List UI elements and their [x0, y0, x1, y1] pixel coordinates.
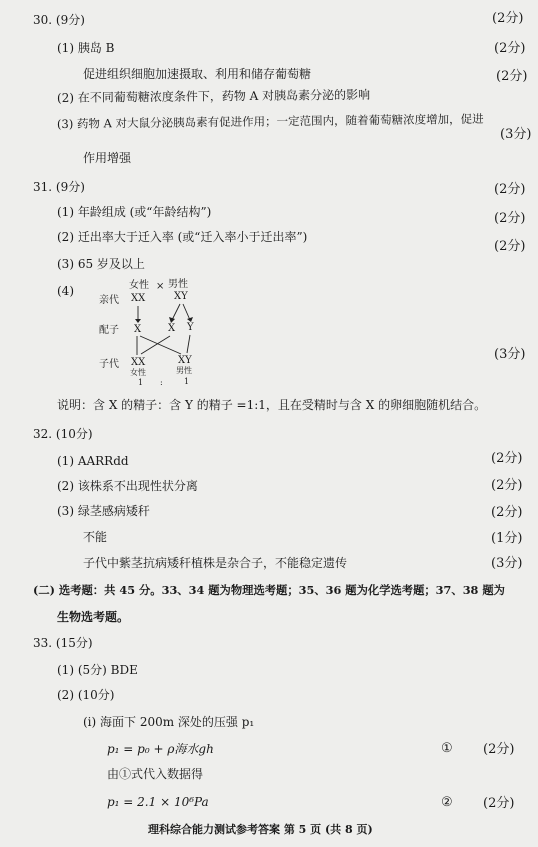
q30-answer-1-detail-score: (2分)	[496, 69, 528, 84]
q32-answer-3-reason: 子代中紫茎抗病矮秆植株是杂合子，不能稳定遗传	[83, 556, 348, 570]
q33-answer-1: (1) (5分) BDE	[57, 663, 138, 677]
diagram-parents-row-label: 亲代	[99, 295, 119, 306]
diagram-ratio-colon: :	[160, 378, 163, 387]
q32-answer-2-score: (2分)	[491, 478, 523, 493]
q30-answer-3-score: (3分)	[500, 127, 532, 142]
q32-answer-3-score: (2分)	[491, 505, 523, 520]
q31-answer-2: (2) 迁出率大于迁入率 (或“迁入率小于迁出率”)	[57, 230, 308, 244]
q30-answer-1: (1) 胰岛 B	[57, 41, 115, 55]
q31-answer-2-score: (2分)	[494, 239, 526, 254]
q33-equation-1-number: ①	[441, 741, 453, 756]
diagram-female-label: 女性	[129, 280, 149, 291]
q33-equation-1: p₁ = p₀ + ρ海水gh	[107, 742, 214, 756]
q30-answer-1-score: (2分)	[494, 41, 526, 56]
q31-answer-4-score: (3分)	[494, 347, 526, 362]
arrowhead-2	[169, 317, 175, 323]
q31-note: 说明：含 X 的精子：含 Y 的精子 =1:1，且在受精时与含 X 的卵细胞随机结合。	[57, 398, 487, 412]
q30-answer-1-detail: 促进组织细胞加速摄取、利用和储存葡萄糖	[83, 67, 312, 81]
diagram-ratio-left: 1	[138, 378, 144, 387]
q30-answer-3-detail: 作用增强	[83, 151, 132, 165]
q33-substitution-note: 由①式代入数据得	[107, 767, 204, 781]
diagram-parent-male: XY	[174, 291, 188, 302]
q32-answer-3-detail-score: (1分)	[491, 531, 523, 546]
arrowhead-1	[135, 319, 141, 323]
q32-answer-2: (2) 该株系不出现性状分离	[57, 479, 198, 493]
page-footer: 理科综合能力测试参考答案 第 5 页 (共 8 页)	[148, 823, 373, 836]
q30-heading: 30. (9分)	[33, 13, 85, 27]
diagram-child-female: XX	[131, 357, 146, 368]
line-y-to-xy	[187, 335, 190, 353]
q32-answer-3-detail: 不能	[83, 530, 108, 544]
arrowhead-3	[187, 317, 193, 322]
diagram-parent-female: XX	[131, 293, 146, 304]
q31-answer-4: (4)	[57, 284, 74, 298]
q33-equation-2-number: ②	[441, 795, 453, 810]
q33-equation-2-score: (2分)	[483, 796, 515, 811]
diagram-gamete-y-male: Y	[187, 322, 194, 333]
diagram-gamete-x-male: X	[168, 323, 176, 334]
q32-answer-1-score: (2分)	[491, 451, 523, 466]
q30-answer-3: (3) 药物 A 对大鼠分泌胰岛素有促进作用；一定范围内，随着葡萄糖浓度增加，促进	[56, 111, 484, 131]
q31-answer-1: (1) 年龄组成 (或“年龄结构”)	[57, 205, 212, 219]
q33-answer-2: (2) (10分)	[57, 688, 115, 702]
q31-head-score: (2分)	[494, 182, 526, 197]
arrow-male-to-gamete-y	[183, 304, 190, 320]
diagram-child-male: XY	[178, 355, 192, 366]
diagram-offspring-row-label: 子代	[99, 359, 119, 370]
q30-head-score: (2分)	[492, 11, 524, 26]
arrow-male-to-gamete-x	[172, 304, 180, 320]
q32-answer-1: (1) AARRdd	[57, 454, 129, 468]
diagram-gametes-row-label: 配子	[99, 325, 119, 336]
q31-heading: 31. (9分)	[33, 180, 85, 194]
diagram-child-male-sex: 男性	[176, 366, 192, 375]
q33-equation-1-score: (2分)	[483, 742, 515, 757]
q33-part-i: (i) 海面下 200m 深处的压强 p₁	[83, 715, 255, 729]
diagram-cross-sign: ×	[156, 281, 165, 292]
q32-answer-3-reason-score: (3分)	[491, 556, 523, 571]
q33-equation-2: p₁ = 2.1 × 10⁶Pa	[107, 795, 209, 809]
elective-section-heading: (二) 选考题：共 45 分。33、34 题为物理选考题；35、36 题为化学选考题；37、38 题为	[33, 583, 505, 597]
q32-heading: 32. (10分)	[33, 427, 93, 441]
diagram-child-female-sex: 女性	[130, 368, 146, 377]
q30-answer-2: (2) 在不同葡萄糖浓度条件下，药物 A 对胰岛素分泌的影响	[56, 87, 371, 105]
diagram-gamete-x-female: X	[134, 324, 142, 335]
elective-section-heading-cont: 生物选考题。	[57, 610, 130, 624]
q32-answer-3: (3) 绿茎感病矮秆	[57, 504, 150, 518]
diagram-male-label: 男性	[168, 279, 188, 290]
q31-answer-3: (3) 65 岁及以上	[57, 257, 145, 271]
q31-answer-1-score: (2分)	[494, 211, 526, 226]
q33-heading: 33. (15分)	[33, 636, 93, 650]
diagram-ratio-right: 1	[184, 377, 190, 386]
